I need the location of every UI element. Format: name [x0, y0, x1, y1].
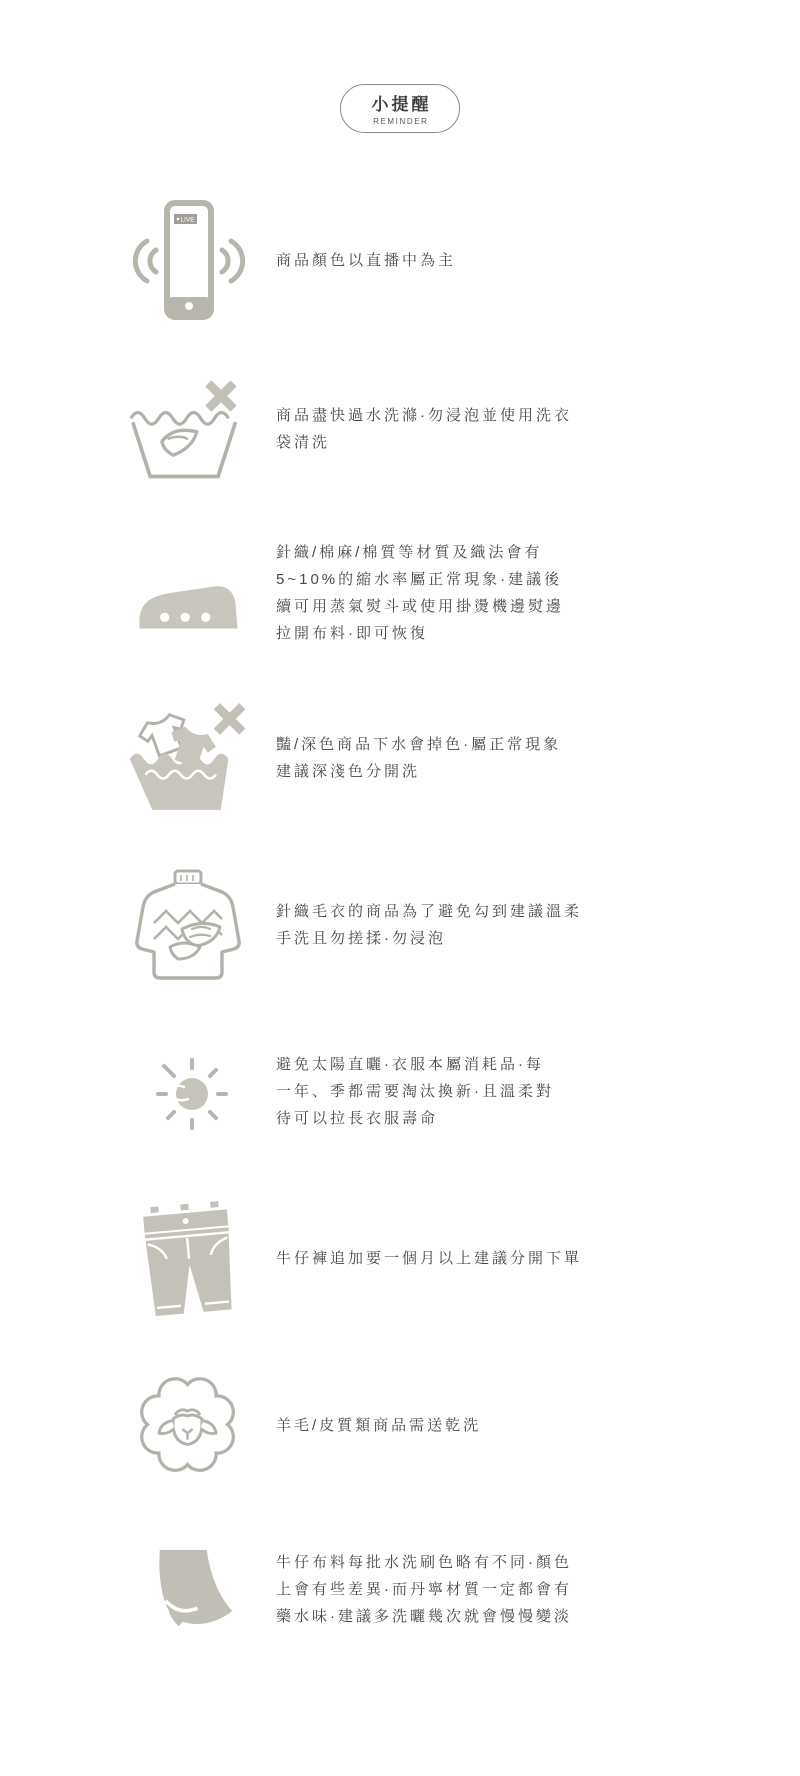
reminder-text	[276, 898, 616, 952]
reminder-item	[0, 1533, 800, 1645]
reminder-text	[276, 731, 616, 785]
reminder-text-line: 上會有些差異·而丹寧材質一定都會有	[276, 1580, 572, 1598]
reminder-text-line: 羊毛/皮質類商品需送乾洗	[276, 1416, 482, 1434]
reminder-text-line: 針織毛衣的商品為了避免勾到建議溫柔	[276, 903, 583, 920]
reminder-list	[0, 199, 800, 1645]
sun-icon	[140, 1046, 236, 1136]
reminder-text-line: 商品盡快過水洗滌·勿浸泡並使用洗衣	[276, 407, 572, 424]
header	[0, 0, 800, 133]
reminder-text	[276, 1549, 616, 1630]
item-icon-cell	[102, 376, 274, 482]
item-icon-cell	[102, 199, 274, 321]
reminder-text-line: 待可以拉長衣服壽命	[276, 1109, 439, 1127]
reminder-item	[0, 1369, 800, 1481]
reminder-text-line: 針織/棉麻/棉質等材質及織法會有	[276, 544, 543, 561]
jeans-icon	[127, 1199, 249, 1317]
reminder-text	[276, 1051, 616, 1132]
sheep-icon	[133, 1375, 243, 1475]
reminder-text-line: 手洗且勿搓揉·勿浸泡	[276, 930, 446, 947]
color-bleed-wash-icon	[122, 701, 254, 815]
reminder-text-line: 藥水味·建議多洗曬幾次就會慢慢變淡	[276, 1607, 572, 1625]
item-icon-cell	[102, 1375, 274, 1475]
live-phone-icon	[118, 199, 258, 321]
reminder-item	[0, 373, 800, 485]
reminder-text	[276, 1245, 616, 1272]
reminder-item	[0, 537, 800, 649]
item-icon-cell	[102, 701, 274, 815]
reminder-text-line: 一年、季都需要淘汰換新·且溫柔對	[276, 1082, 554, 1100]
reminder-text-line: 避免太陽直曬·衣服本屬消耗品·每	[276, 1055, 544, 1073]
item-icon-cell	[102, 1544, 274, 1634]
reminder-text	[276, 539, 616, 647]
knit-handwash-icon	[126, 867, 250, 983]
item-icon-cell	[102, 1046, 274, 1136]
reminder-text	[276, 247, 616, 274]
reminder-text-line: 豔/深色商品下水會掉色·屬正常現象	[276, 736, 562, 753]
badge-title: 小提醒	[371, 95, 432, 114]
reminder-item	[0, 1035, 800, 1147]
item-icon-cell	[102, 551, 274, 635]
item-icon-cell	[102, 1199, 274, 1317]
reminder-text-line: 建議深淺色分開洗	[276, 763, 421, 780]
reminder-text-line: 商品顏色以直播中為主	[276, 251, 457, 269]
reminder-text	[276, 402, 616, 456]
iron-icon	[132, 551, 244, 635]
reminder-item	[0, 1199, 800, 1317]
reminder-item	[0, 867, 800, 983]
denim-fabric-icon	[141, 1544, 235, 1634]
reminder-text-line: 5~10%的縮水率屬正常現象·建議後	[276, 571, 563, 588]
item-icon-cell	[102, 867, 274, 983]
reminder-text-line: 續可用蒸氣熨斗或使用掛燙機邊熨邊	[276, 598, 565, 615]
reminder-text-line: 袋清洗	[276, 434, 331, 451]
reminder-item	[0, 199, 800, 321]
reminder-text-line: 牛仔布料每批水洗刷色略有不同·顏色	[276, 1553, 572, 1571]
reminder-text	[276, 1412, 616, 1439]
reminder-text-line: 拉開布料·即可恢復	[276, 625, 428, 642]
reminder-item	[0, 701, 800, 815]
badge-subtitle: REMINDER	[373, 117, 429, 126]
no-soak-handwash-icon	[125, 376, 251, 482]
reminder-badge	[340, 84, 460, 133]
reminder-text-line: 牛仔褲追加要一個月以上建議分開下單	[276, 1249, 583, 1267]
